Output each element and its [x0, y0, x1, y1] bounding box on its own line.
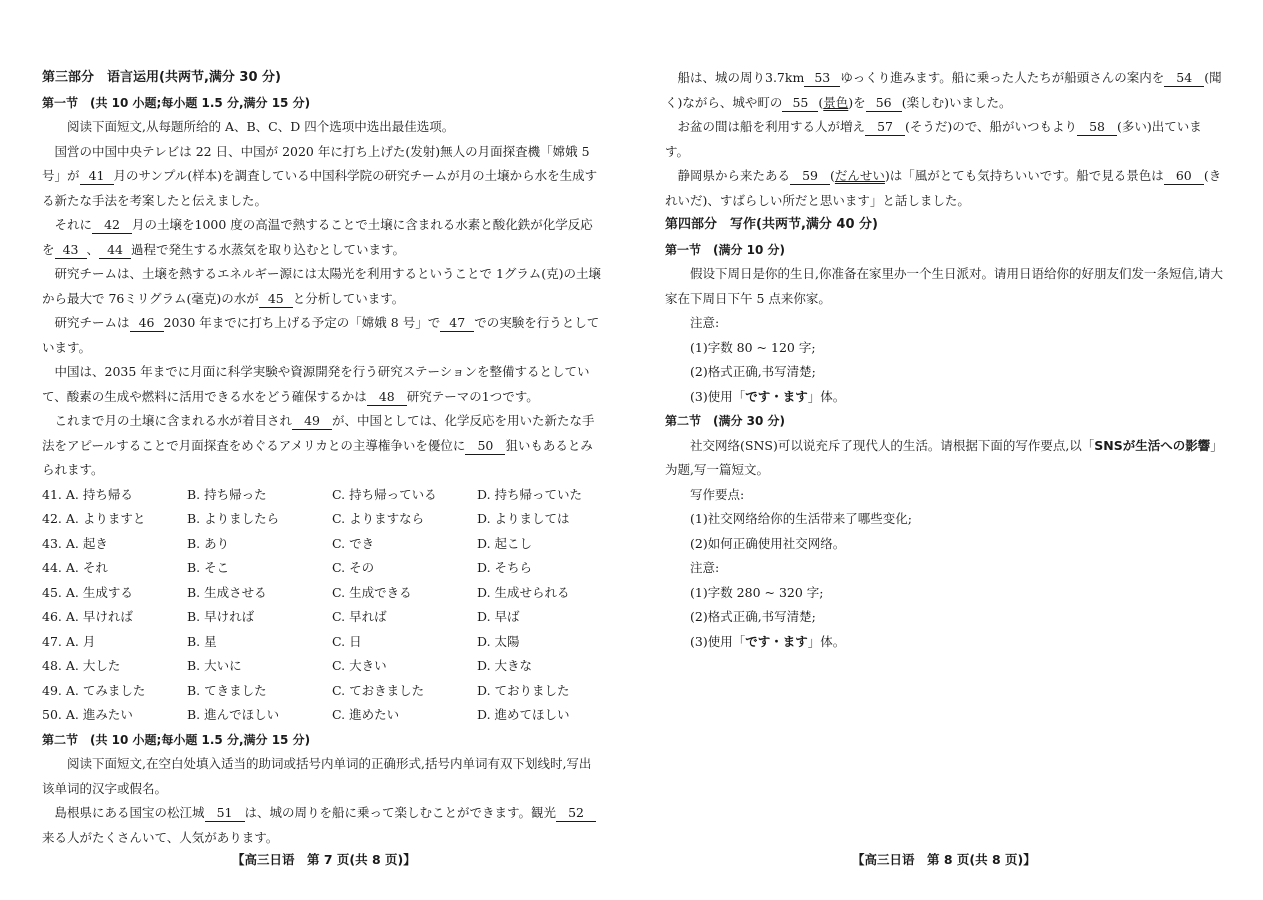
passage2-paragraph-4	[665, 164, 1225, 213]
text: 船は、城の周り3.7km	[677, 70, 805, 85]
passage2-paragraph-2	[665, 66, 1225, 115]
option-46-a: 46. A. 早ければ	[42, 609, 133, 624]
option-41-c: C. 持ち帰っている	[332, 486, 437, 502]
writing1-note: 注意:	[690, 315, 720, 330]
option-49-b: B. てきました	[187, 682, 267, 698]
text: ゆっくり進みます。船に乗った人たちが船頭さんの案内を	[840, 70, 1165, 85]
writing2-note-2: (2)格式正确,书写清楚;	[690, 609, 816, 624]
text: 月の土壌を1000 度の高温で熱することで土壌に含まれる水素と酸化鉄が化学反応を	[42, 217, 593, 257]
text: )を	[848, 94, 866, 110]
option-42-a: 42. A. よりますと	[42, 511, 146, 526]
option-49-d: D. ておりました	[477, 682, 570, 698]
option-42-d: D. よりましては	[477, 511, 570, 526]
bold-text: です・ます	[745, 388, 808, 404]
blank-46: 46	[130, 315, 164, 332]
passage-paragraph-4	[42, 311, 602, 360]
option-48-d: D. 大きな	[477, 658, 533, 673]
writing1-note-1: (1)字数 80 ~ 120 字;	[690, 339, 816, 355]
blank-59: 59	[790, 168, 830, 185]
passage2-paragraph-3	[665, 115, 1225, 164]
option-48-b: B. 大いに	[187, 658, 242, 673]
option-47-a: 47. A. 月	[42, 633, 96, 649]
option-43-d: D. 起こし	[477, 535, 533, 551]
writing2-note-1: (1)字数 280 ~ 320 字;	[690, 584, 824, 600]
text: 来る人がたくさんいて、人気があります。	[42, 829, 279, 845]
option-43-b: B. あり	[187, 535, 230, 551]
writing2-points-title: 写作要点:	[690, 486, 745, 502]
text: と分析しています。	[292, 290, 405, 306]
text: 研究チームは	[54, 315, 130, 330]
page-footer-right: 【高三日语 第 8 页(共 8 页)】	[852, 852, 1036, 867]
text: (	[818, 94, 824, 110]
text: それに	[54, 217, 93, 232]
section1-instruction: 阅读下面短文,从每题所给的 A、B、C、D 四个选项中选出最佳选项。	[67, 119, 455, 134]
bold-text: です・ます	[745, 633, 808, 649]
option-44-d: D. そちら	[477, 560, 533, 575]
text: これまで月の土壌に含まれる水が着目され	[54, 413, 293, 428]
option-47-c: C. 日	[332, 633, 362, 649]
option-50-b: B. 進んでほしい	[187, 707, 280, 722]
passage-paragraph-6	[42, 409, 602, 483]
option-43-c: C. でき	[332, 535, 375, 551]
option-46-d: D. 早ば	[477, 609, 520, 624]
blank-55: 55	[782, 95, 818, 112]
text: 2030 年までに打ち上げる予定の「嫦娥 8 号」で	[163, 315, 441, 330]
blank-43: 43	[55, 242, 87, 259]
text: 島根県にある国宝の松江城	[54, 805, 205, 820]
option-45-d: D. 生成せられる	[477, 584, 570, 600]
text: (聞く)ながら、城や町の	[665, 70, 1222, 110]
option-47-b: B. 星	[187, 633, 217, 649]
text: は、城の周りを船に乗って楽しむことができます。観光	[244, 805, 557, 820]
blank-51: 51	[205, 805, 245, 822]
option-42-b: B. よりましたら	[187, 511, 280, 526]
blank-56: 56	[866, 95, 902, 112]
writing2-title: 第二节 (满分 30 分)	[665, 414, 786, 428]
page-footer-left: 【高三日语 第 7 页(共 8 页)】	[232, 852, 416, 867]
blank-47: 47	[440, 315, 474, 332]
text: 月のサンプル(样本)を調査している中国科学院の研究チームが月の土壌から水を生成する新たな手法を考案したと伝えました。	[42, 168, 598, 208]
blank-53: 53	[804, 70, 840, 87]
text: お盆の間は船を利用する人が増え	[677, 119, 866, 134]
writing2-point-2: (2)如何正确使用社交网络。	[690, 535, 846, 551]
writing2-prompt	[665, 434, 1225, 483]
text: 狙いもあるとみられます。	[42, 437, 593, 477]
text: 国営の中国中央テレビは 22 日、中国が 2020 年に打ち上げた(发射)無人の月面探査機「嫦娥 5 号」が	[42, 143, 590, 183]
text: (3)使用「	[690, 633, 746, 649]
option-48-a: 48. A. 大した	[42, 658, 121, 673]
option-50-a: 50. A. 進みたい	[42, 707, 133, 722]
option-44-b: B. そこ	[187, 560, 230, 575]
text: 静岡県から来たある	[677, 168, 791, 183]
option-42-c: C. よりますなら	[332, 511, 425, 526]
text: 研究テーマの1つです。	[406, 388, 539, 404]
blank-58: 58	[1077, 119, 1117, 136]
blank-54: 54	[1164, 70, 1204, 87]
blank-60: 60	[1164, 168, 1204, 185]
writing2-note-3	[665, 630, 1225, 655]
option-46-b: B. 早ければ	[187, 609, 255, 624]
blank-45: 45	[259, 291, 293, 308]
options-grid	[42, 483, 602, 728]
section2-title: 第二节 (共 10 小题;每小题 1.5 分,满分 15 分)	[42, 732, 311, 747]
option-48-c: C. 大きい	[332, 658, 387, 673]
text: 中国は、2035 年までに月面に科学実験や資源開発を行う研究ステーションを整備するとしていて、酸素の生成や燃料に活用できる水をどう確保するかは	[42, 364, 590, 404]
option-43-a: 43. A. 起き	[42, 535, 108, 551]
option-44-c: C. その	[332, 560, 375, 575]
option-50-c: C. 進めたい	[332, 707, 400, 722]
writing1-prompt: 假设下周日是你的生日,你准备在家里办一个生日派对。请用日语给你的好朋友们发一条短信,请大家在下周日下午 5 点来你家。	[665, 266, 1223, 306]
option-47-d: D. 太陽	[477, 633, 520, 649]
text: (楽しむ)いました。	[901, 94, 1012, 110]
essay-topic: SNSが生活への影響	[1094, 437, 1211, 453]
text: 過程で発生する水蒸気を取り込むとしています。	[131, 241, 406, 257]
passage-paragraph-2	[42, 213, 602, 262]
writing1-title: 第一节 (满分 10 分)	[665, 242, 786, 257]
writing2-note: 注意:	[690, 560, 720, 575]
underlined-word: 景色	[823, 94, 849, 110]
option-41-b: B. 持ち帰った	[187, 486, 267, 502]
text: (そうだ)ので、船がいつもより	[905, 119, 1078, 134]
text: での実験を行うとしています。	[42, 315, 600, 355]
blank-52: 52	[556, 805, 596, 822]
text: (きれいだ)、すばらしい所だと思います」と話しました。	[665, 168, 1222, 208]
blank-50: 50	[465, 438, 505, 455]
passage-paragraph-3	[42, 262, 602, 311]
writing1-note-3	[665, 385, 1225, 410]
passage2-paragraph-1	[42, 801, 602, 850]
part3-title: 第三部分 语言运用(共两节,满分 30 分)	[42, 70, 281, 85]
blank-57: 57	[865, 119, 905, 136]
blank-41: 41	[80, 168, 114, 185]
blank-49: 49	[292, 413, 332, 430]
section1-title: 第一节 (共 10 小题;每小题 1.5 分,满分 15 分)	[42, 95, 311, 110]
option-45-a: 45. A. 生成する	[42, 584, 133, 600]
text: が、中国としては、化学反応を用いた新たな手法をアピールすることで月面探査をめぐるアメリカとの主導権争いを優位に	[42, 413, 595, 453]
text: 」体。	[807, 388, 846, 404]
blank-44: 44	[99, 242, 131, 259]
blank-48: 48	[367, 389, 407, 406]
part4-title: 第四部分 写作(共两节,满分 40 分)	[665, 217, 878, 232]
underlined-word: だんせい	[834, 168, 885, 183]
text: )は「風がとても気持ちいいです。船で見る景色は	[884, 168, 1164, 183]
option-49-c: C. ておきました	[332, 682, 425, 698]
text: (多い)出ています。	[665, 119, 1202, 159]
right-page	[665, 66, 1225, 654]
writing1-note-2: (2)格式正确,书写清楚;	[690, 364, 816, 379]
option-45-b: B. 生成させる	[187, 584, 267, 600]
writing2-point-1: (1)社交网络给你的生活带来了哪些变化;	[690, 511, 912, 526]
option-46-c: C. 早れば	[332, 609, 387, 624]
option-41-a: 41. A. 持ち帰る	[42, 486, 133, 502]
passage-paragraph-1	[42, 140, 602, 214]
section2-instruction: 阅读下面短文,在空白处填入适当的助词或括号内单词的正确形式,括号内单词有双下划线时,写出该单词的汉字或假名。	[42, 756, 592, 796]
passage-paragraph-5	[42, 360, 602, 409]
text: 研究チームは、土壌を熱するエネルギー源には太陽光を利用するということで 1グラム(克)の土壌から最大で 76ミリグラム(毫克)の水が	[42, 266, 602, 306]
text: (	[830, 168, 835, 183]
text: 社交网络(SNS)可以说充斥了现代人的生活。请根据下面的写作要点,以「	[690, 437, 1095, 453]
blank-42: 42	[92, 217, 132, 234]
text: 、	[86, 241, 100, 257]
option-50-d: D. 進めてほしい	[477, 707, 570, 722]
option-45-c: C. 生成できる	[332, 584, 412, 600]
option-41-d: D. 持ち帰っていた	[477, 486, 583, 502]
text: (3)使用「	[690, 388, 746, 404]
text: 」为题,写一篇短文。	[665, 437, 1223, 477]
left-page	[42, 66, 602, 850]
option-44-a: 44. A. それ	[42, 560, 108, 575]
option-49-a: 49. A. てみました	[42, 682, 146, 698]
text: 」体。	[807, 633, 846, 649]
